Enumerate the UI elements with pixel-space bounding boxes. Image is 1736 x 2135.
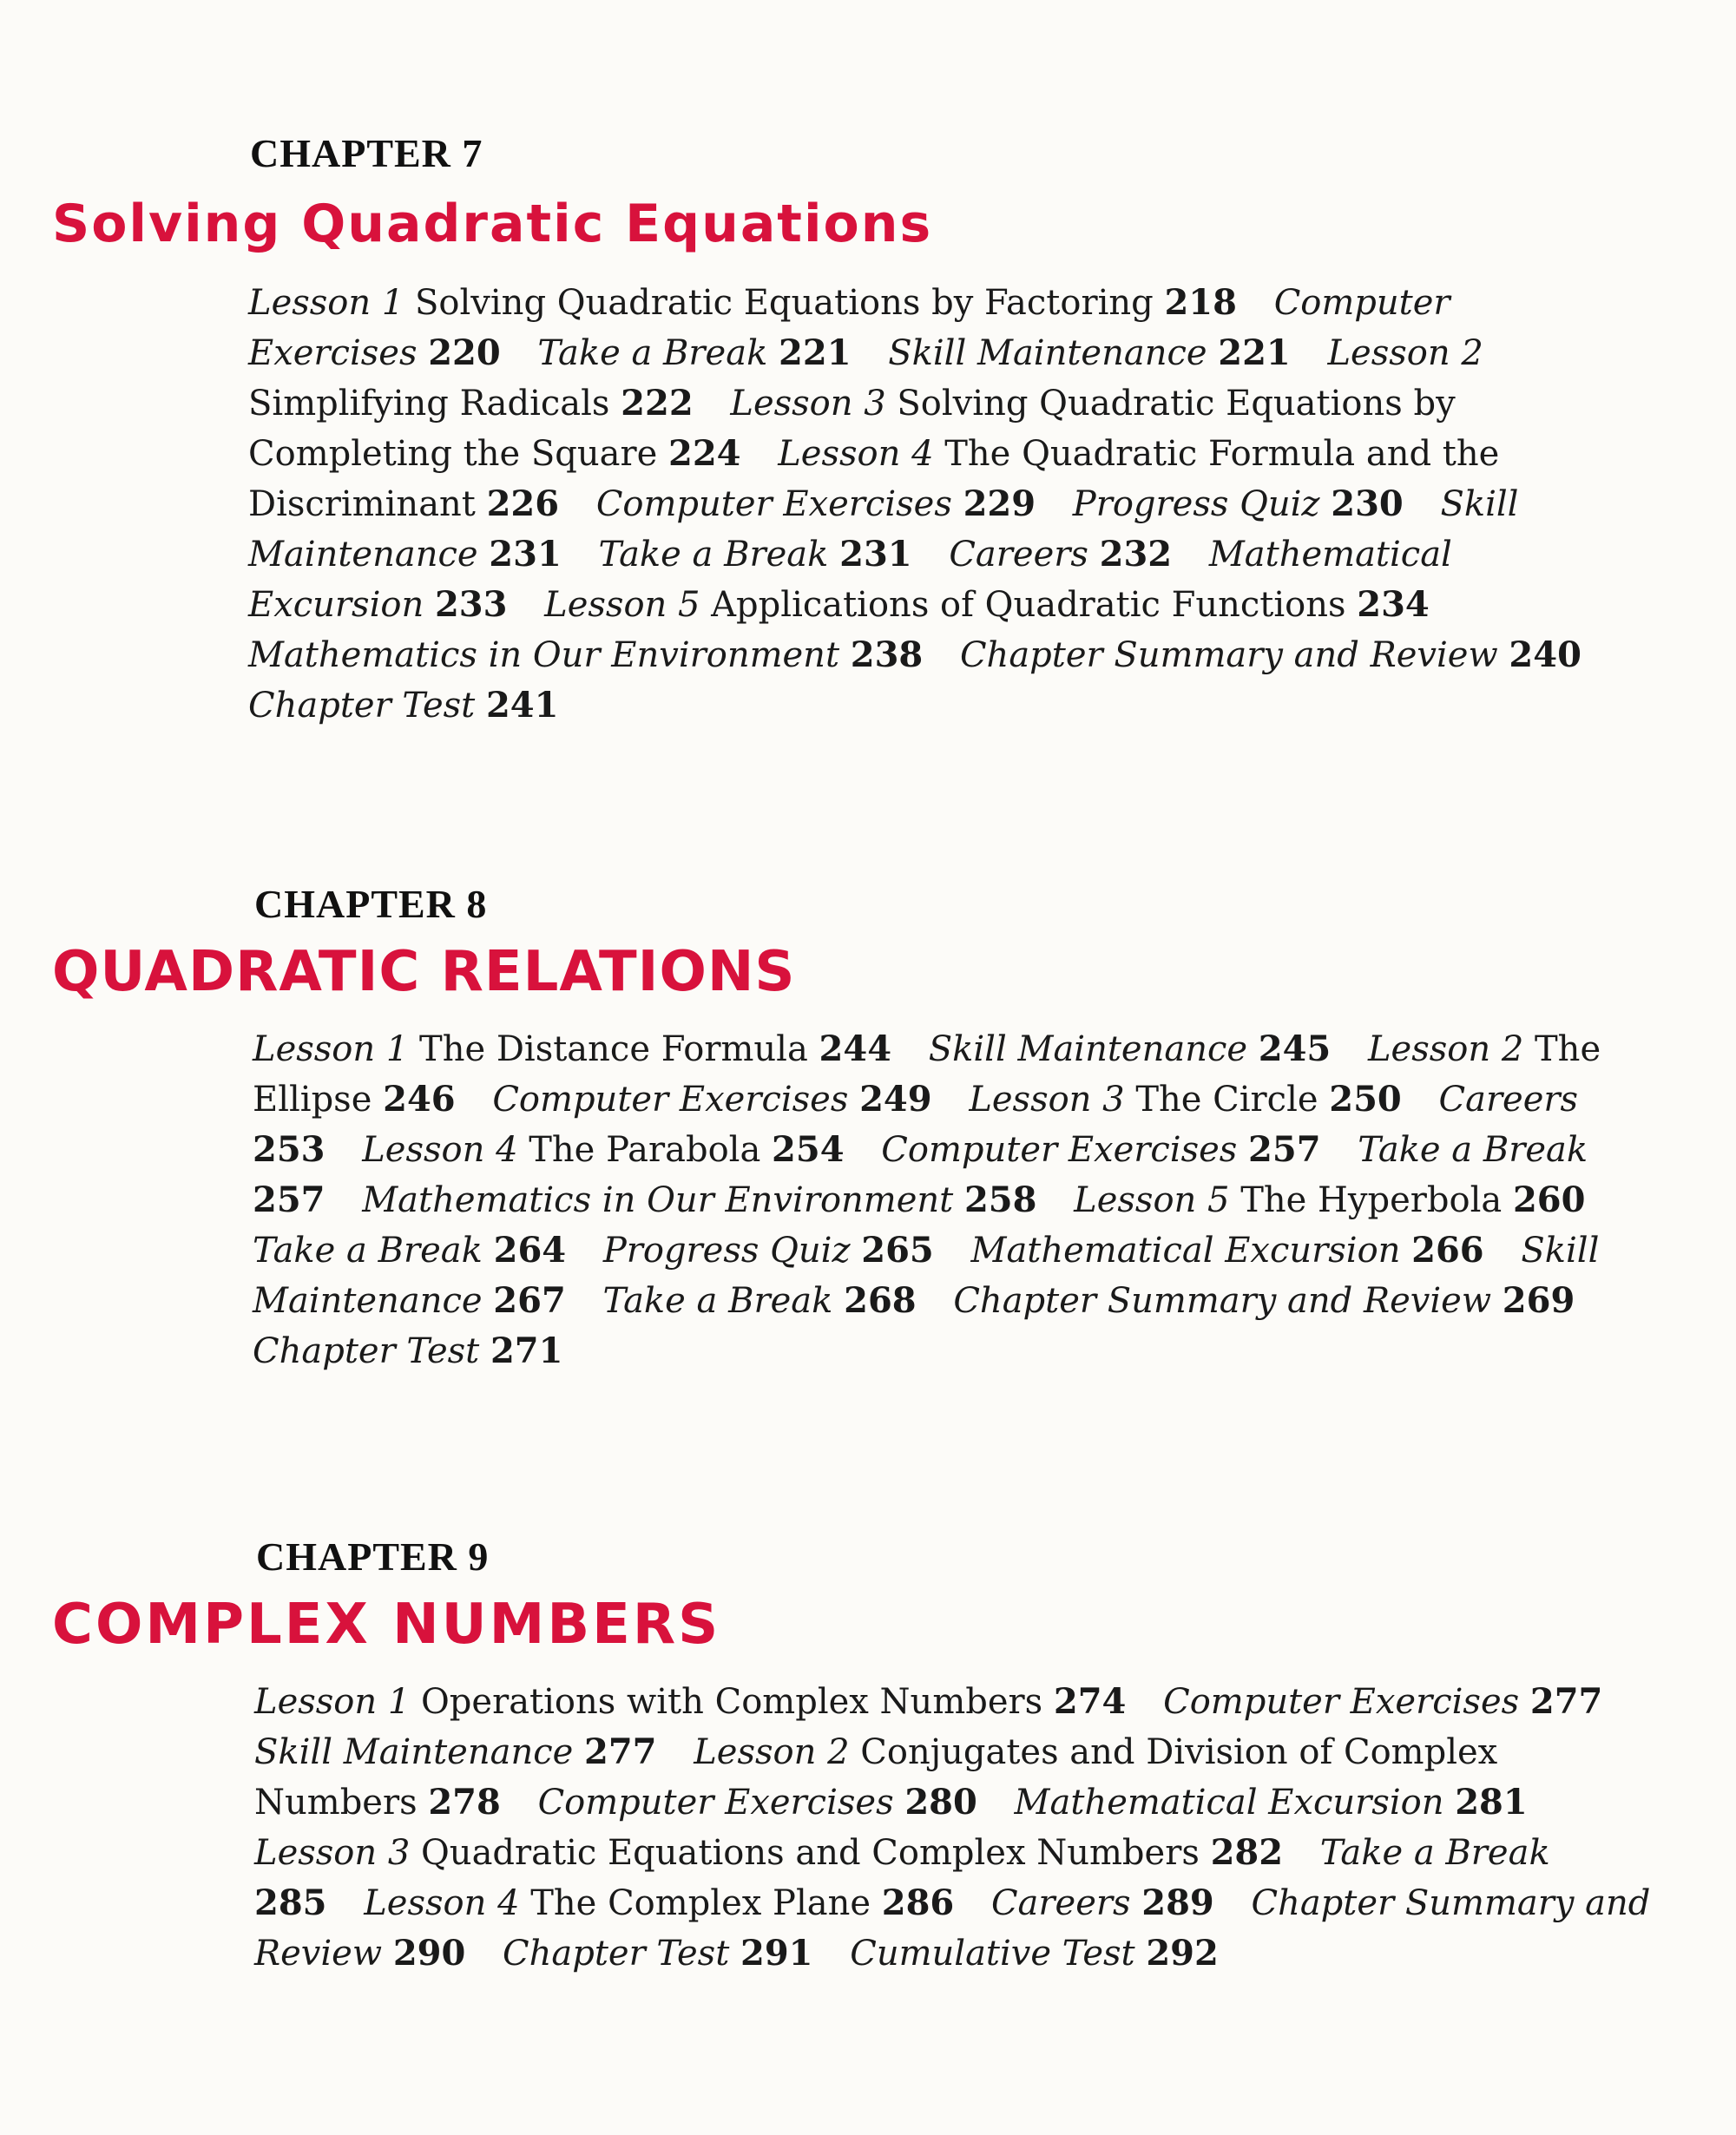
- toc-entry-label: Chapter Test: [248, 686, 476, 726]
- chapter-label: CHAPTER 9: [256, 1534, 490, 1579]
- toc-entry-page: 257: [253, 1179, 326, 1220]
- chapter-contents: [254, 1677, 1652, 1979]
- toc-entry-label: Mathematics in Our Environment: [362, 1180, 954, 1220]
- toc-entry-label: Skill Maintenance: [928, 1029, 1248, 1069]
- toc-entry-page: 257: [1248, 1129, 1321, 1170]
- toc-entry-title: The Parabola: [529, 1130, 761, 1170]
- toc-entry-page: 254: [772, 1129, 845, 1170]
- toc-entry: [537, 333, 851, 373]
- toc-entry: [953, 1281, 1575, 1321]
- toc-entry-label: Lesson 5: [1074, 1180, 1230, 1220]
- toc-entry-label: Chapter Summary and Review: [953, 1281, 1492, 1321]
- toc-entry-page: 282: [1210, 1832, 1284, 1873]
- toc-entry-page: 265: [861, 1230, 934, 1271]
- toc-entry-page: 286: [881, 1882, 955, 1923]
- toc-entry-label: Chapter Test: [253, 1331, 480, 1371]
- toc-entry-label: Lesson 2: [1367, 1029, 1524, 1069]
- toc-entry-page: 290: [392, 1933, 466, 1974]
- toc-entry-label: Lesson 4: [364, 1883, 520, 1923]
- toc-entry: [603, 1231, 934, 1271]
- chapter-contents: [253, 1024, 1615, 1376]
- toc-entry-label: Chapter Test: [503, 1934, 730, 1974]
- toc-entry-page: 264: [493, 1230, 567, 1271]
- toc-entry: [1015, 1783, 1528, 1823]
- toc-entry-page: 244: [819, 1028, 892, 1069]
- toc-entry: [881, 1130, 1320, 1170]
- toc-entry: [492, 1080, 931, 1120]
- toc-entry-title: Applications of Quadratic Functions: [711, 585, 1346, 625]
- toc-entry: [503, 1934, 812, 1974]
- toc-entry-label: Take a Break: [1319, 1833, 1550, 1873]
- toc-entry-label: Lesson 4: [778, 434, 934, 474]
- toc-entry-label: Lesson 1: [248, 283, 404, 323]
- toc-entry-label: Take a Break: [537, 333, 768, 373]
- toc-entry-page: 249: [859, 1079, 932, 1120]
- toc-entry-label: Computer Exercises: [1163, 1682, 1520, 1722]
- toc-entry: [949, 535, 1172, 575]
- toc-entry: [362, 1180, 1036, 1220]
- toc-entry-label: Progress Quiz: [1072, 484, 1320, 524]
- toc-entry-page: 231: [489, 534, 562, 575]
- toc-entry-label: Lesson 3: [969, 1080, 1125, 1120]
- toc-entry-label: Mathematical Excursion: [248, 535, 1452, 625]
- toc-entry-title: Solving Quadratic Equations by Completing the Square: [248, 384, 1456, 474]
- toc-entry-label: Careers: [1438, 1080, 1579, 1120]
- chapter-title: COMPLEX NUMBERS: [52, 1593, 721, 1657]
- toc-entry: [970, 1231, 1483, 1271]
- toc-entry-label: Computer Exercises: [881, 1130, 1238, 1170]
- toc-entry: [599, 535, 912, 575]
- toc-entry-label: Cumulative Test: [850, 1934, 1135, 1974]
- toc-entry-page: 221: [779, 332, 852, 373]
- toc-entry-page: 278: [428, 1782, 501, 1823]
- toc-entry: [1073, 484, 1404, 524]
- toc-entry-page: 267: [493, 1280, 566, 1321]
- toc-entry-page: 268: [844, 1280, 917, 1321]
- toc-entry-label: Lesson 4: [362, 1130, 518, 1170]
- toc-entry-page: 292: [1146, 1933, 1219, 1974]
- toc-entry-label: Careers: [949, 535, 1088, 575]
- toc-entry-page: 289: [1141, 1882, 1214, 1923]
- toc-entry-label: Lesson 3: [730, 384, 886, 424]
- toc-entry-page: 250: [1329, 1079, 1402, 1120]
- toc-entry: [248, 635, 923, 675]
- toc-entry-title: Solving Quadratic Equations by Factoring: [415, 283, 1154, 323]
- toc-entry-label: Take a Break: [602, 1281, 833, 1321]
- toc-entry-page: 277: [1529, 1681, 1603, 1722]
- toc-entry: [888, 333, 1291, 373]
- toc-entry-label: Chapter Summary and Review: [254, 1883, 1651, 1974]
- toc-entry-page: 240: [1509, 634, 1581, 675]
- toc-entry-title: The Distance Formula: [419, 1029, 808, 1069]
- toc-entry: [991, 1883, 1214, 1923]
- toc-entry: [969, 1080, 1401, 1120]
- chapter-title: Solving Quadratic Equations: [52, 194, 933, 254]
- toc-entry: [1163, 1682, 1602, 1722]
- chapter-label: CHAPTER 7: [250, 131, 483, 175]
- toc-entry-label: Computer Exercises: [595, 484, 952, 524]
- toc-entry-page: 281: [1455, 1782, 1528, 1823]
- toc-entry-page: 234: [1357, 584, 1430, 625]
- toc-entry-label: Take a Break: [1358, 1130, 1588, 1170]
- toc-entry: [248, 283, 1237, 323]
- toc-entry-label: Mathematics in Our Environment: [248, 635, 840, 675]
- toc-entry-label: Lesson 2: [694, 1732, 850, 1772]
- toc-entry-title: The Hyperbola: [1240, 1180, 1503, 1220]
- toc-entry-label: Chapter Summary and Review: [959, 635, 1498, 675]
- toc-entry-label: Progress Quiz: [602, 1231, 851, 1271]
- toc-entry-title: The Circle: [1135, 1080, 1318, 1120]
- toc-entry-page: 229: [963, 483, 1036, 524]
- toc-entry-page: 232: [1099, 534, 1173, 575]
- toc-entry-label: Skill Maintenance: [888, 333, 1207, 373]
- toc-entry: [1074, 1180, 1585, 1220]
- toc-entry-page: 269: [1502, 1280, 1575, 1321]
- toc-entry-label: Skill Maintenance: [254, 1732, 574, 1772]
- toc-entry: [929, 1029, 1332, 1069]
- toc-entry-label: Skill Maintenance: [248, 484, 1519, 575]
- toc-entry-page: 241: [485, 685, 559, 726]
- toc-entry-page: 224: [668, 433, 741, 474]
- toc-entry-page: 226: [486, 483, 560, 524]
- toc-entry: [596, 484, 1036, 524]
- chapter-title: QUADRATIC RELATIONS: [52, 940, 796, 1004]
- toc-entry-label: Computer Exercises: [492, 1080, 849, 1120]
- toc-entry-label: Computer Exercises: [537, 1783, 894, 1823]
- toc-entry: [253, 1331, 562, 1371]
- toc-entry-page: 280: [904, 1782, 977, 1823]
- toc-entry-page: 274: [1053, 1681, 1127, 1722]
- toc-entry-label: Careers: [990, 1883, 1131, 1923]
- toc-entry-page: 230: [1331, 483, 1404, 524]
- toc-entry-label: Lesson 3: [254, 1833, 411, 1873]
- toc-entry: [253, 1029, 891, 1069]
- toc-entry: [362, 1130, 844, 1170]
- toc-entry: [960, 635, 1581, 675]
- toc-entry-page: 238: [850, 634, 924, 675]
- toc-entry-page: 271: [490, 1330, 563, 1371]
- toc-entry-page: 253: [253, 1129, 326, 1170]
- toc-entry-page: 258: [963, 1179, 1037, 1220]
- toc-entry: [850, 1934, 1219, 1974]
- toc-entry-label: Take a Break: [598, 535, 829, 575]
- toc-entry-label: Computer Exercises: [248, 283, 1450, 373]
- toc-entry-page: 245: [1258, 1028, 1332, 1069]
- toc-entry-title: Conjugates and Division of Complex Numbers: [254, 1732, 1498, 1823]
- toc-entry-page: 231: [839, 534, 912, 575]
- toc-entry-page: 233: [434, 584, 508, 625]
- toc-entry-page: 277: [584, 1731, 657, 1772]
- toc-entry-page: 291: [740, 1933, 813, 1974]
- toc-entry: [254, 1833, 1283, 1873]
- toc-entry-label: Take a Break: [253, 1231, 483, 1271]
- toc-entry-page: 220: [428, 332, 501, 373]
- toc-entry-label: Mathematical Excursion: [970, 1231, 1401, 1271]
- toc-entry: [603, 1281, 917, 1321]
- toc-entry-label: Lesson 1: [253, 1029, 409, 1069]
- toc-entry-title: The Complex Plane: [530, 1883, 871, 1923]
- toc-entry: [253, 1231, 566, 1271]
- chapter-label: CHAPTER 8: [254, 882, 488, 926]
- toc-entry-title: Operations with Complex Numbers: [421, 1682, 1043, 1722]
- toc-entry-label: Lesson 5: [544, 585, 700, 625]
- toc-entry-title: The Ellipse: [253, 1029, 1601, 1120]
- toc-entry-page: 221: [1218, 332, 1291, 373]
- toc-entry-page: 260: [1512, 1179, 1586, 1220]
- toc-entry: [254, 1732, 657, 1772]
- toc-entry-label: Mathematical Excursion: [1014, 1783, 1444, 1823]
- toc-entry-page: 222: [621, 383, 694, 424]
- toc-entry: [364, 1883, 954, 1923]
- toc-entry-page: 266: [1411, 1230, 1484, 1271]
- toc-entry-title: Quadratic Equations and Complex Numbers: [421, 1833, 1200, 1873]
- toc-entry-title: Simplifying Radicals: [248, 384, 610, 424]
- toc-entry-label: Lesson 1: [254, 1682, 411, 1722]
- toc-entry: [248, 686, 558, 726]
- toc-entry-label: Lesson 2: [1327, 333, 1483, 373]
- toc-entry-page: 246: [383, 1079, 456, 1120]
- toc-entry-page: 218: [1164, 282, 1237, 323]
- toc-entry-title: The Quadratic Formula and the Discriminant: [248, 434, 1500, 524]
- toc-entry-label: Skill Maintenance: [253, 1231, 1600, 1321]
- toc-entry: [544, 585, 1430, 625]
- chapter-contents: [248, 278, 1628, 731]
- toc-entry: [538, 1783, 977, 1823]
- toc-entry-page: 285: [254, 1882, 327, 1923]
- toc-entry: [254, 1682, 1126, 1722]
